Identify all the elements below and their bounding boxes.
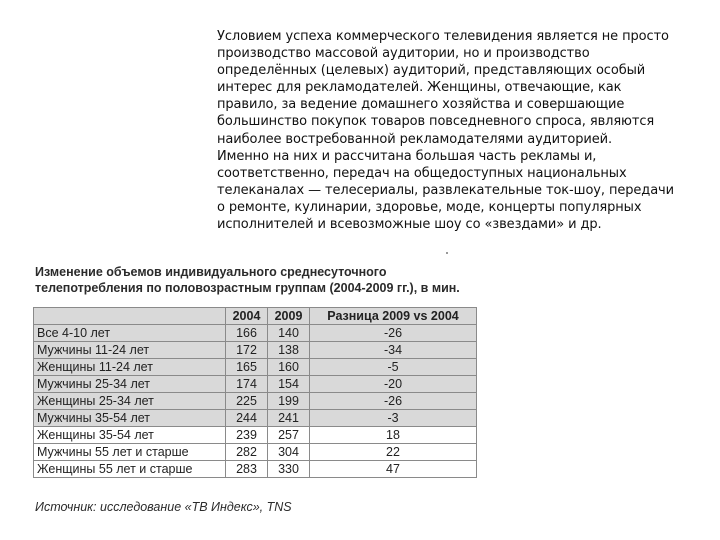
paragraph-line: о ремонте, кулинарии, здоровье, моде, концерты популярных: [217, 199, 642, 215]
cell-diff: 18: [310, 427, 477, 444]
cell-2009: 257: [268, 427, 310, 444]
source-note: Источник: исследование «ТВ Индекс», TNS: [35, 500, 292, 514]
paragraph-line: соответственно, передач на общедоступных национальных: [217, 165, 627, 181]
cell-2004: 174: [226, 376, 268, 393]
cell-diff: -20: [310, 376, 477, 393]
header-cell-2004: 2004: [226, 308, 268, 325]
paragraph-line: наиболее востребованной рекламодателями аудиторией.: [217, 131, 613, 147]
table-row: [34, 393, 477, 410]
cell-diff: -26: [310, 393, 477, 410]
cell-2009: 304: [268, 444, 310, 461]
cell-2004: 225: [226, 393, 268, 410]
cell-group: Мужчины 11-24 лет: [34, 342, 226, 359]
cell-2004: 239: [226, 427, 268, 444]
header-cell-diff: Разница 2009 vs 2004: [310, 308, 477, 325]
paragraph-line: исполнителей и всевозможные шоу со «звездами» и др.: [217, 217, 602, 233]
cell-group: Женщины 25-34 лет: [34, 393, 226, 410]
cell-diff: -34: [310, 342, 477, 359]
caption-line: Изменение объемов индивидуального среднесуточного: [35, 265, 387, 279]
table-row: [34, 461, 477, 478]
table-row: [34, 342, 477, 359]
cell-2004: 283: [226, 461, 268, 478]
cell-2004: 282: [226, 444, 268, 461]
cell-2009: 154: [268, 376, 310, 393]
cell-2004: 165: [226, 359, 268, 376]
header-cell-group: [34, 308, 226, 325]
table-row: [34, 325, 477, 342]
table-caption: [35, 264, 475, 296]
cell-2004: 244: [226, 410, 268, 427]
paragraph-line: правило, за ведение домашнего хозяйства и совершающие: [217, 97, 625, 113]
table-row: [34, 444, 477, 461]
body-paragraph: [217, 28, 687, 233]
cell-2009: 330: [268, 461, 310, 478]
paragraph-line: телеканалах — телесериалы, развлекательные ток-шоу, передачи: [217, 182, 674, 198]
paragraph-line: определённых (целевых) аудиторий, представляющих особый: [217, 63, 646, 79]
cell-2004: 166: [226, 325, 268, 342]
paragraph-line: Условием успеха коммерческого телевидения является не просто: [217, 29, 669, 44]
caption-line: телепотребления по половозрастным группам (2004-2009 гг.), в мин.: [35, 281, 460, 295]
paragraph-line: интерес для рекламодателей. Женщины, отвечающие, как: [217, 80, 622, 96]
viewing-time-table: [33, 307, 477, 478]
stray-dot: [446, 252, 448, 254]
cell-2004: 172: [226, 342, 268, 359]
cell-2009: 241: [268, 410, 310, 427]
cell-group: Мужчины 35-54 лет: [34, 410, 226, 427]
cell-diff: -3: [310, 410, 477, 427]
cell-diff: 22: [310, 444, 477, 461]
cell-2009: 160: [268, 359, 310, 376]
cell-diff: -26: [310, 325, 477, 342]
cell-group: Мужчины 55 лет и старше: [34, 444, 226, 461]
cell-2009: 199: [268, 393, 310, 410]
header-cell-2009: 2009: [268, 308, 310, 325]
table-row: [34, 359, 477, 376]
table-header-row: [34, 308, 477, 325]
cell-group: Женщины 35-54 лет: [34, 427, 226, 444]
cell-group: Женщины 55 лет и старше: [34, 461, 226, 478]
paragraph-line: производство массовой аудитории, но и производство: [217, 46, 590, 62]
table-row: [34, 410, 477, 427]
cell-group: Женщины 11-24 лет: [34, 359, 226, 376]
paragraph-line: Именно на них и рассчитана большая часть рекламы и,: [217, 148, 597, 164]
table-row: [34, 427, 477, 444]
cell-group: Все 4-10 лет: [34, 325, 226, 342]
cell-2009: 138: [268, 342, 310, 359]
cell-group: Мужчины 25-34 лет: [34, 376, 226, 393]
cell-diff: -5: [310, 359, 477, 376]
cell-2009: 140: [268, 325, 310, 342]
cell-diff: 47: [310, 461, 477, 478]
paragraph-line: большинство покупок товаров повседневного спроса, являются: [217, 114, 655, 130]
table-row: [34, 376, 477, 393]
